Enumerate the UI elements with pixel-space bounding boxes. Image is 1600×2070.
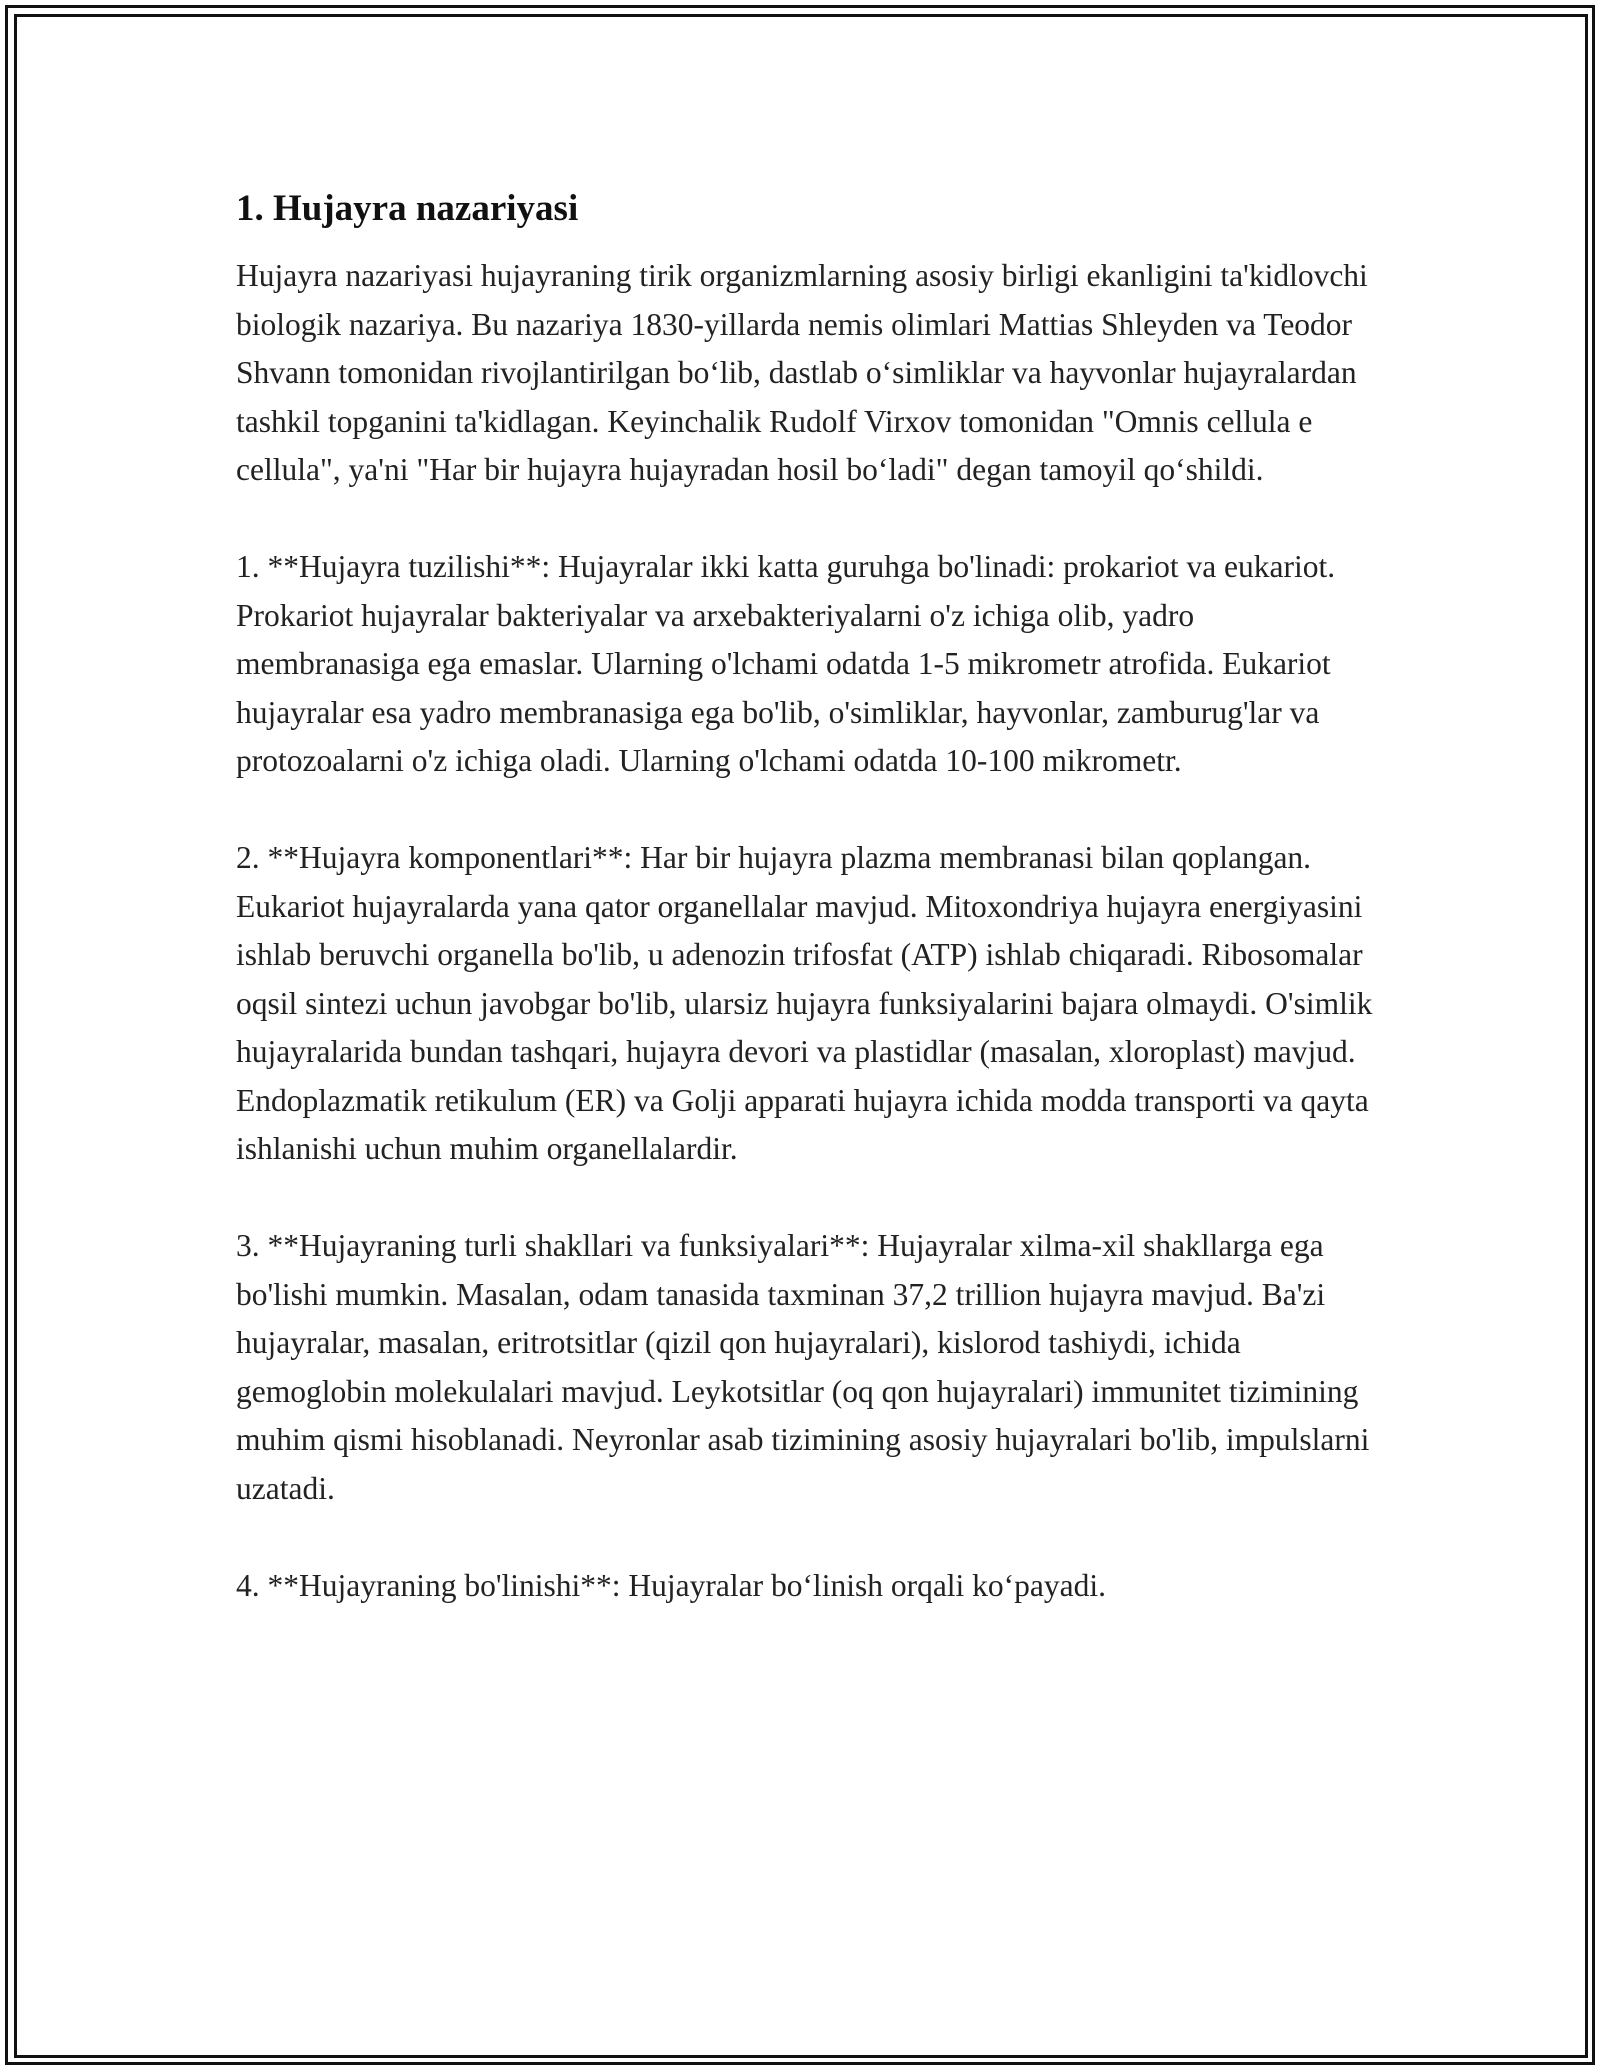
paragraph-cell-division: 4. **Hujayraning bo'linishi**: Hujayralar bo‘linish orqali ko‘payadi.	[236, 1567, 1107, 1603]
paragraph-cell-components: 2. **Hujayra komponentlari**: Har bir hujayra plazma membranasi bilan qoplangan. Eukariot hujayralarda yana qator organellalar mavjud. Mitoxondriya hujayra energiyasini ishlab beruvchi organella bo'lib, u adenozin trifosfat (ATP) ishlab chiqaradi. Ribosomalar oqsil sintezi uchun javobgar bo'lib, ularsiz hujayra funksiyalarini bajara olmaydi. O'simlik hujayralarida bundan tashqari, hujayra devori va plastidlar (masalan, xloroplast) mavjud. Endoplazmatik retikulum (ER) va Golji apparati hujayra ichida modda transporti va qayta ishlanishi uchun muhim organellalardir.	[236, 840, 1373, 1166]
paragraph-cell-structure: 1. **Hujayra tuzilishi**: Hujayralar ikki katta guruhga bo'linadi: prokariot va eukariot. Prokariot hujayralar bakteriyalar va arxebakteriyalarni o'z ichiga olib, yadro membranasiga ega emaslar. Ularning o'lchami odatda 1-5 mikrometr atrofida. Eukariot hujayralar esa yadro membranasiga ega bo'lib, o'simliklar, hayvonlar, zamburug'lar va protozoalarni o'z ichiga oladi. Ularning o'lchami odatda 10-100 mikrometr.	[236, 549, 1336, 778]
document-body	[236, 186, 1376, 1659]
document-title: 1. Hujayra nazariyasi	[236, 188, 579, 229]
intro-paragraph: Hujayra nazariyasi hujayraning tirik organizmlarning asosiy birligi ekanligini ta'kidlovchi biologik nazariya. Bu nazariya 1830-yillarda nemis olimlari Mattias Shleyden va Teodor Shvann tomonidan rivojlantirilgan bo‘lib, dastlab o‘simliklar va hayvonlar hujayralardan tashkil topganini ta'kidlagan. Keyinchalik Rudolf Virxov tomonidan "Omnis cellula e cellula", ya'ni "Har bir hujayra hujayradan hosil bo‘ladi" degan tamoyil qo‘shildi.	[236, 258, 1368, 487]
paragraph-cell-shapes-functions: 3. **Hujayraning turli shakllari va funksiyalari**: Hujayralar xilma-xil shakllarga ega bo'lishi mumkin. Masalan, odam tanasida taxminan 37,2 trillion hujayra mavjud. Ba'zi hujayralar, masalan, eritrotsitlar (qizil qon hujayralari), kislorod tashiydi, ichida gemoglobin molekulalari mavjud. Leykotsitlar (oq qon hujayralari) immunitet tizimining muhim qismi hisoblanadi. Neyronlar asab tizimining asosiy hujayralari bo'lib, impulslarni uzatadi.	[236, 1228, 1370, 1506]
